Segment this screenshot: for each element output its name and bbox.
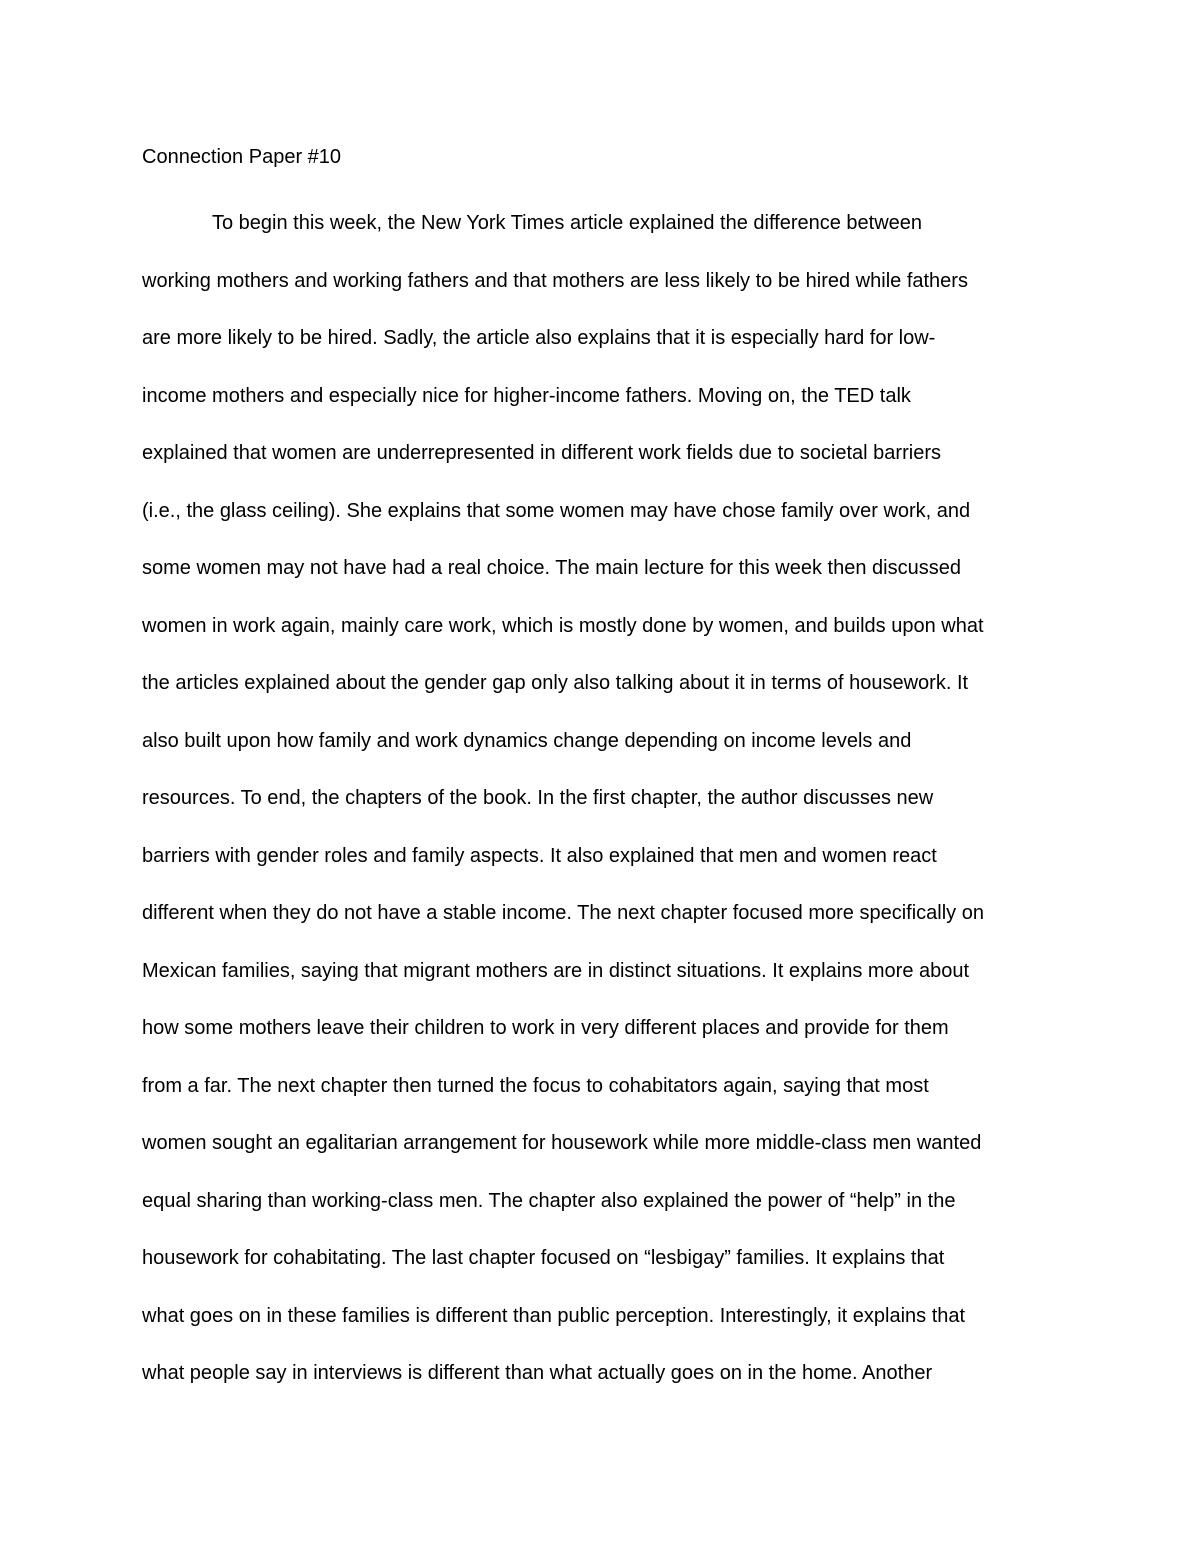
paragraph-line: women in work again, mainly care work, which is mostly done by women, and builds upon what [142, 614, 984, 637]
paragraph-line: what people say in interviews is different than what actually goes on in the home. Another [142, 1362, 933, 1384]
paragraph-line: from a far. The next chapter then turned the focus to cohabitators again, saying that most [142, 1074, 929, 1097]
paragraph-line: barriers with gender roles and family aspects. It also explained that men and women react [142, 844, 937, 867]
paragraph-line: (i.e., the glass ceiling). She explains that some women may have chose family over work, and [142, 499, 971, 522]
paragraph-line: Mexican families, saying that migrant mothers are in distinct situations. It explains more about [142, 959, 970, 982]
paragraph-line: the articles explained about the gender gap only also talking about it in terms of housework. It [142, 672, 969, 694]
document-body [142, 138, 1082, 1403]
paragraph-line: also built upon how family and work dynamics change depending on income levels and [142, 729, 912, 752]
document-title: Connection Paper #10 [142, 146, 342, 168]
paragraph-line: some women may not have had a real choice. The main lecture for this week then discussed [142, 557, 961, 579]
paragraph-line: different when they do not have a stable income. The next chapter focused more specifically on [142, 902, 984, 924]
paragraph-line: working mothers and working fathers and that mothers are less likely to be hired while fathers [142, 269, 968, 292]
paragraph-line: how some mothers leave their children to work in very different places and provide for them [142, 1017, 949, 1039]
paragraph-line: women sought an egalitarian arrangement for housework while more middle-class men wanted [142, 1132, 982, 1154]
paragraph-line: are more likely to be hired. Sadly, the article also explains that it is especially hard for low- [142, 327, 936, 349]
paragraph-line: explained that women are underrepresented in different work fields due to societal barriers [142, 442, 941, 464]
paragraph-line: what goes on in these families is different than public perception. Interestingly, it explains that [142, 1304, 966, 1327]
paragraph-line: resources. To end, the chapters of the book. In the first chapter, the author discusses new [142, 787, 934, 809]
paragraph-line: To begin this week, the New York Times article explained the difference between [212, 212, 923, 234]
paragraph-line: equal sharing than working-class men. The chapter also explained the power of “help” in the [142, 1189, 956, 1212]
paragraph-line: income mothers and especially nice for higher-income fathers. Moving on, the TED talk [142, 384, 911, 407]
paragraph-line: housework for cohabitating. The last chapter focused on “lesbigay” families. It explains that [142, 1247, 945, 1269]
